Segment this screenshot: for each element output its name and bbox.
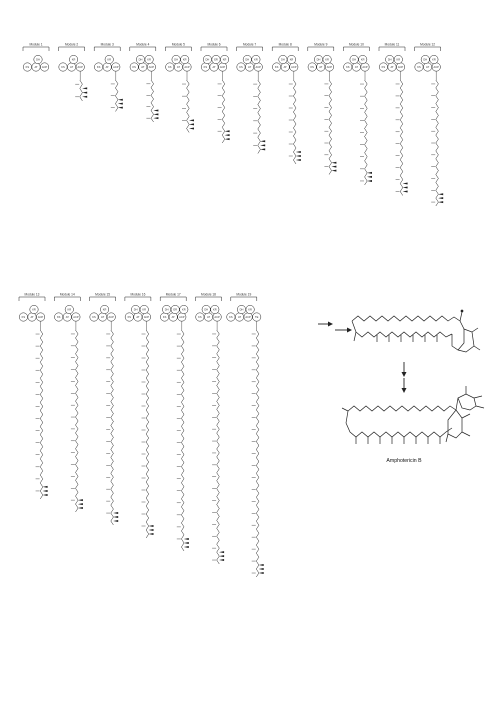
svg-text:DH: DH: [204, 308, 209, 312]
polyketide-chain: [212, 321, 224, 564]
domain-acp: [213, 313, 221, 321]
domain-dh: [34, 55, 42, 63]
module-1-row-2: [19, 293, 48, 500]
module-label: Module 16: [130, 292, 146, 297]
svg-text:ACP: ACP: [73, 315, 79, 319]
domain-dh: [136, 55, 144, 63]
domain-at: [352, 63, 360, 71]
domain-acp: [325, 63, 333, 71]
svg-text:ACP: ACP: [397, 65, 404, 69]
module-label: Module 10: [348, 42, 364, 47]
domain-kr: [394, 55, 402, 63]
polyketide-chain: [289, 71, 301, 164]
svg-text:AT: AT: [248, 65, 252, 69]
svg-text:DH: DH: [36, 58, 40, 62]
module-bracket: [308, 47, 334, 51]
module-5-row-1: [165, 43, 194, 133]
domain-acp: [36, 313, 44, 321]
domain-acp: [76, 63, 84, 71]
domain-kr: [430, 55, 438, 63]
module-4-row-2: [125, 293, 154, 539]
module-6-row-1: [201, 43, 230, 144]
svg-text:AT: AT: [237, 315, 242, 319]
domain-dh: [237, 305, 245, 313]
module-label: Module 18: [201, 292, 216, 297]
domain-ks: [415, 63, 423, 71]
arrow-to-macrolactone: [318, 322, 352, 333]
module-bracket: [165, 47, 191, 51]
svg-text:KS: KS: [274, 65, 279, 69]
svg-text:AT: AT: [141, 65, 145, 69]
svg-text:AT: AT: [70, 65, 74, 69]
domain-kr: [220, 55, 228, 63]
module-bracket: [415, 47, 441, 51]
domain-acp: [254, 63, 262, 71]
arrow-down-to-product: [402, 362, 407, 393]
module-label: Module 17: [165, 292, 181, 297]
svg-text:ACP: ACP: [255, 65, 261, 69]
svg-text:ER: ER: [214, 58, 218, 62]
module-label: Module 19: [236, 292, 252, 297]
module-10-row-1: [343, 43, 372, 186]
module-label: Module 13: [24, 292, 40, 297]
module-bracket: [59, 47, 85, 51]
domain-at: [388, 63, 396, 71]
svg-text:KS: KS: [229, 315, 233, 319]
module-label: Module 1: [29, 42, 43, 47]
svg-text:KS: KS: [198, 315, 202, 319]
domain-acp: [147, 63, 155, 71]
domain-ks: [19, 313, 27, 321]
svg-text:ACP: ACP: [291, 65, 297, 69]
polyketide-chain: [146, 71, 158, 122]
svg-text:ER: ER: [173, 308, 178, 312]
module-3-row-1: [94, 43, 123, 112]
module-label: Module 7: [243, 42, 257, 47]
svg-text:AT: AT: [426, 65, 430, 69]
svg-text:AT: AT: [101, 315, 105, 319]
svg-text:KR: KR: [107, 58, 112, 62]
module-7-row-1: [237, 43, 266, 154]
svg-text:DH: DH: [174, 58, 178, 62]
domain-at: [63, 313, 71, 321]
module-bracket: [196, 297, 222, 301]
svg-text:AT: AT: [136, 315, 140, 319]
domain-at: [210, 63, 218, 71]
svg-text:ACP: ACP: [184, 65, 190, 69]
svg-text:ACP: ACP: [41, 65, 48, 69]
domain-er: [212, 55, 220, 63]
svg-text:DH: DH: [281, 58, 285, 62]
svg-text:KS: KS: [162, 315, 167, 319]
polyketide-chain: [106, 321, 118, 525]
module-bracket: [379, 47, 405, 51]
polyketide-chain: [36, 321, 48, 499]
domain-acp: [432, 63, 440, 71]
svg-text:DH: DH: [316, 58, 321, 62]
svg-text:AT: AT: [206, 315, 211, 319]
module-bracket: [19, 297, 45, 301]
polyketide-chain: [111, 71, 123, 111]
domain-kr: [180, 305, 188, 313]
domain-acp: [72, 313, 80, 321]
domain-at: [423, 63, 431, 71]
domain-ks: [160, 313, 168, 321]
domain-kr: [359, 55, 367, 63]
domain-ks: [237, 63, 245, 71]
domain-ks: [90, 313, 98, 321]
domain-kr: [30, 305, 38, 313]
module-label: Module 6: [207, 42, 221, 47]
svg-text:KS: KS: [346, 65, 350, 69]
svg-text:KS: KS: [203, 65, 208, 69]
module-8-row-1: [272, 43, 301, 165]
module-label: Module 15: [95, 292, 111, 297]
svg-text:KR: KR: [432, 58, 436, 62]
svg-text:AT: AT: [212, 65, 216, 69]
domain-ks: [379, 63, 387, 71]
domain-ks: [344, 63, 352, 71]
polyketide-chain: [182, 71, 194, 132]
module-bracket: [237, 47, 263, 51]
polyketide-chain: [142, 321, 154, 538]
module-label: Module 9: [314, 42, 328, 47]
domain-dh: [279, 55, 287, 63]
amphotericin-b-structure: [342, 386, 484, 444]
domain-acp: [40, 63, 48, 71]
svg-text:AT: AT: [105, 65, 109, 69]
domain-dh: [314, 55, 322, 63]
module-2-row-2: [54, 293, 83, 513]
svg-text:KS: KS: [132, 65, 136, 69]
domain-ks: [201, 63, 209, 71]
module-3-row-2: [90, 293, 119, 526]
svg-text:KR: KR: [212, 308, 217, 312]
svg-text:ACP: ACP: [37, 315, 44, 319]
domain-at: [281, 63, 289, 71]
domain-dh: [243, 55, 251, 63]
svg-text:KR: KR: [67, 308, 72, 312]
domain-kr: [181, 55, 189, 63]
svg-text:ACP: ACP: [326, 65, 333, 69]
svg-text:KR: KR: [289, 58, 294, 62]
svg-text:KS: KS: [96, 65, 101, 69]
svg-text:KR: KR: [182, 58, 187, 62]
svg-text:KS: KS: [61, 65, 65, 69]
domain-kr: [69, 55, 77, 63]
svg-text:AT: AT: [283, 65, 287, 69]
module-bracket: [231, 297, 257, 301]
svg-text:KR: KR: [248, 308, 252, 312]
svg-text:KS: KS: [310, 65, 314, 69]
module-1-row-1: [23, 43, 49, 72]
svg-text:DH: DH: [387, 58, 392, 62]
domain-dh: [131, 305, 139, 313]
domain-kr: [105, 55, 113, 63]
domain-ks: [227, 313, 235, 321]
svg-text:KS: KS: [92, 315, 96, 319]
domain-at: [139, 63, 147, 71]
module-label: Module 4: [136, 42, 150, 47]
module-6-row-2: [196, 293, 225, 565]
module-label: Module 11: [384, 42, 400, 47]
svg-text:KR: KR: [222, 58, 227, 62]
module-label: Module 2: [65, 42, 79, 47]
domain-at: [204, 313, 212, 321]
svg-text:ACP: ACP: [77, 65, 83, 69]
domain-at: [67, 63, 75, 71]
svg-text:ACP: ACP: [108, 315, 114, 319]
domain-dh: [162, 305, 170, 313]
domain-at: [134, 313, 142, 321]
domain-kr: [145, 55, 153, 63]
svg-text:ACP: ACP: [179, 315, 185, 319]
svg-text:KS: KS: [21, 315, 26, 319]
module-9-row-1: [308, 43, 337, 175]
svg-text:KR: KR: [396, 58, 401, 62]
module-bracket: [23, 47, 49, 51]
svg-text:KS: KS: [417, 65, 421, 69]
module-7-row-2: [227, 293, 264, 578]
domain-dh: [203, 55, 211, 63]
svg-text:ACP: ACP: [143, 315, 150, 319]
domain-ks: [23, 63, 31, 71]
module-bracket: [272, 47, 298, 51]
svg-text:AT: AT: [30, 315, 34, 319]
module-bracket: [201, 47, 227, 51]
module-5-row-2: [160, 293, 189, 552]
polyketide-chain: [396, 71, 408, 195]
domain-kr: [287, 55, 295, 63]
domain-dh: [172, 55, 180, 63]
svg-text:KR: KR: [32, 308, 36, 312]
svg-text:DH: DH: [239, 308, 244, 312]
domain-acp: [183, 63, 191, 71]
domain-acp: [142, 313, 150, 321]
svg-text:KS: KS: [239, 65, 243, 69]
domain-kr: [100, 305, 108, 313]
module-bracket: [130, 47, 156, 51]
polyketide-chain: [431, 71, 443, 206]
module-11-row-1: [379, 43, 408, 196]
domain-acp: [112, 63, 120, 71]
domain-dh: [421, 55, 429, 63]
domain-acp: [178, 313, 186, 321]
module-label: Module 12: [420, 42, 436, 47]
module-4-row-1: [130, 43, 159, 123]
module-bracket: [90, 297, 116, 301]
svg-text:DH: DH: [352, 58, 356, 62]
svg-text:KR: KR: [142, 308, 147, 312]
domain-at: [32, 63, 40, 71]
svg-text:ACP: ACP: [433, 65, 439, 69]
domain-te: [253, 313, 261, 321]
domain-er: [171, 305, 179, 313]
svg-text:KR: KR: [147, 58, 151, 62]
svg-text:ACP: ACP: [245, 315, 251, 319]
polyketide-chain: [75, 71, 87, 101]
domain-kr: [323, 55, 331, 63]
domain-kr: [65, 305, 73, 313]
svg-text:KS: KS: [56, 315, 61, 319]
module-bracket: [54, 297, 80, 301]
domain-acp: [290, 63, 298, 71]
svg-text:TE: TE: [255, 315, 259, 319]
macrolactone-intermediate: [352, 310, 480, 352]
domain-acp: [361, 63, 369, 71]
svg-text:KR: KR: [102, 308, 107, 312]
svg-text:KR: KR: [181, 308, 186, 312]
svg-text:KR: KR: [360, 58, 365, 62]
module-label: Module 3: [100, 42, 114, 47]
product-name: Amphotericin B: [386, 458, 422, 464]
svg-text:AT: AT: [171, 315, 175, 319]
svg-text:AT: AT: [354, 65, 358, 69]
svg-text:KS: KS: [25, 65, 30, 69]
domain-ks: [166, 63, 174, 71]
svg-text:AT: AT: [319, 65, 323, 69]
domain-at: [235, 313, 243, 321]
domain-acp: [218, 63, 226, 71]
svg-text:DH: DH: [205, 58, 210, 62]
domain-dh: [386, 55, 394, 63]
svg-text:KR: KR: [71, 58, 76, 62]
domain-at: [169, 313, 177, 321]
svg-text:KS: KS: [127, 315, 132, 319]
domain-at: [174, 63, 182, 71]
module-bracket: [343, 47, 369, 51]
domain-kr: [252, 55, 260, 63]
polyketide-chain: [360, 71, 372, 185]
svg-text:AT: AT: [390, 65, 394, 69]
module-12-row-1: [415, 43, 444, 207]
polyketide-chain: [218, 71, 230, 143]
domain-dh: [202, 305, 210, 313]
domain-acp: [396, 63, 404, 71]
module-2-row-1: [59, 43, 88, 102]
module-label: Module 5: [171, 42, 185, 47]
domain-ks: [55, 313, 63, 321]
svg-text:ACP: ACP: [148, 65, 155, 69]
polyketide-chain: [71, 321, 83, 512]
svg-text:DH: DH: [138, 58, 143, 62]
domain-dh: [350, 55, 358, 63]
svg-text:DH: DH: [164, 308, 169, 312]
domain-acp: [107, 313, 115, 321]
svg-text:DH: DH: [245, 58, 250, 62]
polyketide-chain: [252, 321, 264, 577]
domain-at: [28, 313, 36, 321]
svg-text:KS: KS: [381, 65, 386, 69]
svg-text:AT: AT: [65, 315, 69, 319]
domain-at: [245, 63, 253, 71]
domain-at: [103, 63, 111, 71]
domain-ks: [94, 63, 102, 71]
module-label: Module 14: [59, 292, 75, 297]
svg-text:AT: AT: [34, 65, 38, 69]
domain-kr: [246, 305, 254, 313]
svg-text:KR: KR: [254, 58, 258, 62]
svg-text:DH: DH: [423, 58, 428, 62]
polyketide-chain: [324, 71, 336, 174]
svg-text:KR: KR: [325, 58, 329, 62]
pks-row-1: [23, 43, 443, 207]
domain-ks: [59, 63, 67, 71]
module-label: Module 8: [278, 42, 292, 47]
svg-text:KS: KS: [168, 65, 172, 69]
svg-text:ACP: ACP: [113, 65, 119, 69]
svg-text:DH: DH: [133, 308, 138, 312]
domain-ks: [130, 63, 138, 71]
domain-at: [98, 313, 106, 321]
module-bracket: [94, 47, 120, 51]
domain-ks: [196, 313, 204, 321]
svg-text:AT: AT: [176, 65, 180, 69]
svg-text:ACP: ACP: [214, 315, 220, 319]
svg-text:ACP: ACP: [362, 65, 368, 69]
domain-kr: [140, 305, 148, 313]
polyketide-chain: [177, 321, 189, 551]
domain-ks: [125, 313, 133, 321]
module-bracket: [160, 297, 186, 301]
svg-text:ACP: ACP: [219, 65, 226, 69]
domain-at: [317, 63, 325, 71]
domain-kr: [211, 305, 219, 313]
domain-acp: [244, 313, 252, 321]
module-bracket: [125, 297, 151, 301]
domain-ks: [308, 63, 316, 71]
pks-row-2: [19, 293, 264, 578]
polyketide-chain: [253, 71, 265, 153]
domain-ks: [272, 63, 280, 71]
